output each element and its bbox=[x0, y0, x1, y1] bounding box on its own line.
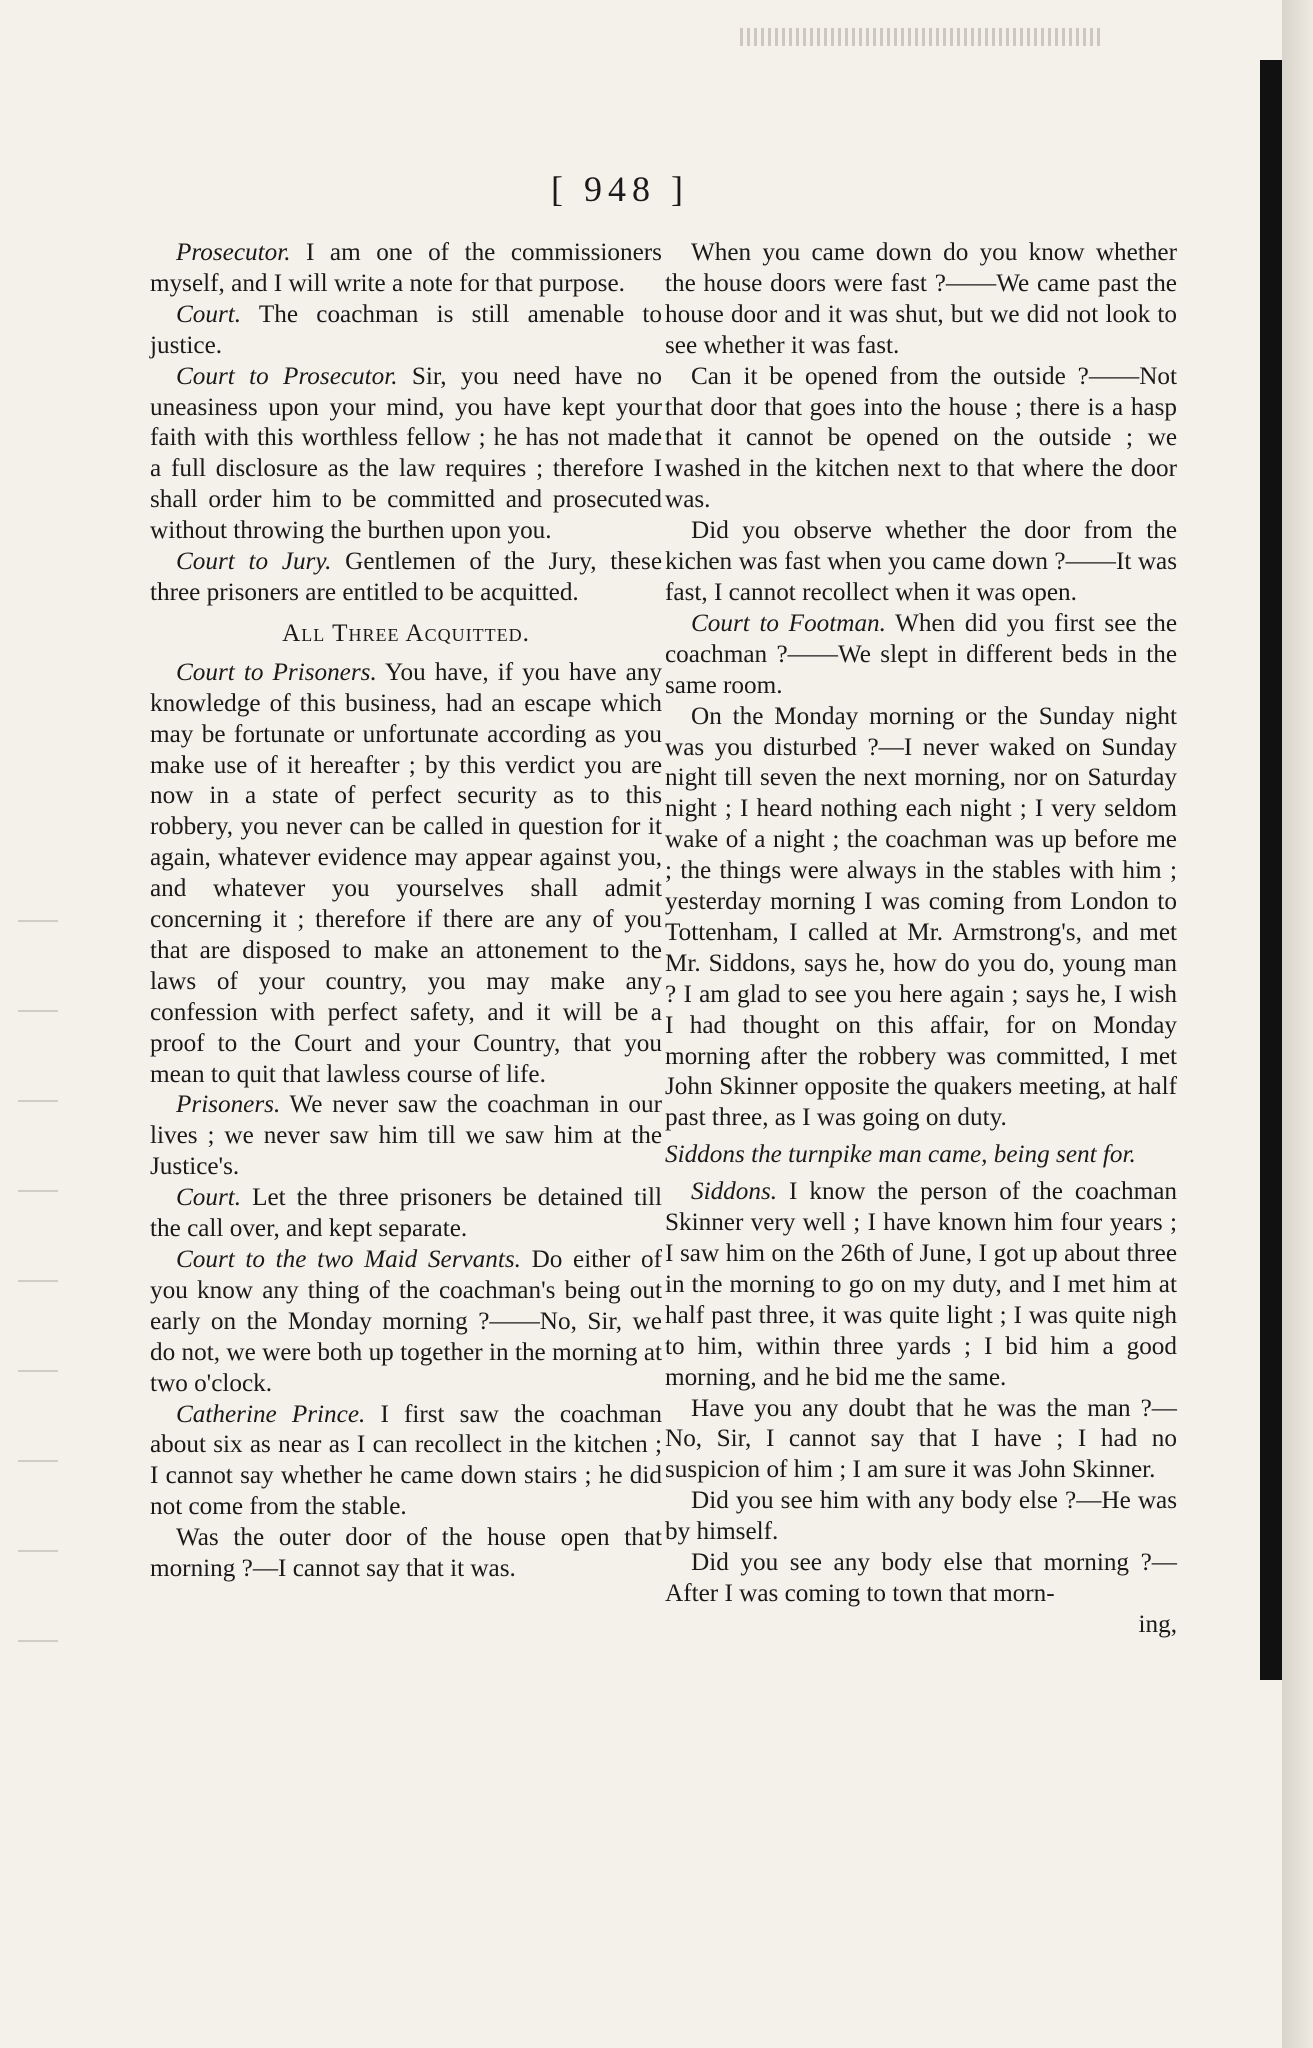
paragraph-text: I know the person of the coachman Skinner very well ; I have known him four years ; I saw him on the 26th of June, I got up about three in the morning to go on my duty, and I met him at half past three, it was quite light ; I was quite nigh to him, within three yards ; I bid him a good morning, and he bid me the same. bbox=[665, 1178, 1177, 1391]
speaker-label: Court. bbox=[176, 300, 242, 328]
paragraph-text: Sir, you need have no uneasiness upon your mind, you have kept your faith with this worthless fellow ; he has not made a full disclosure as the law requires ; therefore I shall order him to be committed and prosecuted without throwing the burthen upon you. bbox=[150, 362, 662, 545]
paragraph-text: We never saw the coachman in our lives ; we never saw him till we saw him at the Justice's. bbox=[150, 1091, 662, 1181]
paragraph bbox=[665, 238, 1177, 362]
paragraph-text: When you came down do you know whether the house doors were fast ?——We came past the house door and it was shut, but we did not look to see whether it was fast. bbox=[665, 239, 1177, 359]
speaker-label: Court to Jury. bbox=[176, 548, 332, 576]
paragraph bbox=[150, 238, 662, 300]
paragraph-text: I am one of the commissioners myself, and I will write a note for that purpose. bbox=[150, 239, 662, 297]
paragraph-text: The coachman is still amenable to justice. bbox=[150, 300, 662, 359]
paragraph bbox=[665, 1548, 1177, 1610]
margin-scan-marks bbox=[18, 880, 58, 1720]
paragraph bbox=[665, 609, 1177, 702]
paragraph bbox=[150, 1523, 662, 1585]
catchword: ing, bbox=[1138, 1610, 1177, 1638]
paragraph bbox=[150, 1400, 662, 1524]
top-scan-smudge bbox=[740, 28, 1100, 46]
paragraph bbox=[665, 1177, 1177, 1393]
speaker-label: Court to Prosecutor. bbox=[176, 362, 398, 390]
paragraph bbox=[150, 1183, 662, 1245]
paragraph-text: When did you first see the coachman ?——We slept in different beds in the same room. bbox=[665, 609, 1177, 699]
speaker-label: Court to Footman. bbox=[691, 609, 886, 637]
section-heading: All Three Acquitted. bbox=[282, 619, 530, 647]
speaker-label: Prisoners. bbox=[176, 1091, 281, 1119]
paragraph bbox=[150, 300, 662, 362]
paragraph-text: Have you any doubt that he was the man ?—No, Sir, I cannot say that I have ; I had no suspicion of him ; I am sure it was John Skinner. bbox=[665, 1394, 1177, 1484]
paragraph-text: Do either of you know any thing of the coachman's being out early on the Monday morning ?——No, Sir, we do not, we were both up together in the morning at two o'clock. bbox=[150, 1246, 662, 1397]
paragraph-text: Did you observe whether the door from the kichen was fast when you came down ?——It was fast, I cannot recollect when it was open. bbox=[665, 517, 1177, 606]
paragraph bbox=[665, 1486, 1177, 1548]
paragraph bbox=[150, 1245, 662, 1400]
speaker-label: Siddons. bbox=[691, 1178, 778, 1206]
paragraph bbox=[150, 658, 662, 1091]
paragraph bbox=[665, 362, 1177, 517]
paragraph-text: Gentlemen of the Jury, these three prisoners are entitled to be acquitted. bbox=[150, 548, 663, 606]
paragraph-text: Can it be opened from the outside ?——Not that door that goes into the house ; there is a hasp that it cannot be opened on the outside ; we washed in the kitchen next to that where the door was. bbox=[665, 362, 1177, 514]
paragraph-text: Let the three prisoners be detained till the call over, and kept separate. bbox=[150, 1184, 662, 1243]
speaker-label: Catherine Prince. bbox=[176, 1400, 366, 1428]
speaker-label: Court to the two Maid Servants. bbox=[176, 1246, 521, 1273]
speaker-label: Court to Prisoners. bbox=[176, 658, 377, 686]
paragraph bbox=[665, 1394, 1177, 1487]
page-number: [ 948 ] bbox=[551, 169, 689, 209]
right-column bbox=[665, 238, 1177, 1641]
paragraph bbox=[150, 547, 662, 609]
page-edge bbox=[1282, 0, 1313, 2048]
paragraph-text: You have, if you have any knowledge of this business, had an escape which may be fortunate or unfortunate according as you make use of it hereafter ; by this verdict you are now in a state of perfect security as to this robbery, you never can be called in question for it again, whatever evidence may appear against you, and whatever you yourselves shall admit concerning it ; therefore if there are any of you that are disposed to make an attonement to the laws of your country, you may make any confession with perfect safety, and it will be a proof to the Court and your Country, that you mean to quit that lawless course of life. bbox=[150, 658, 662, 1088]
paragraph-text: On the Monday morning or the Sunday night was you disturbed ?—I never waked on Sunday night till seven the next morning, nor on Saturday night ; I heard nothing each night ; I very seldom wake of a night ; the coachman was up before me ; the things were always in the stables with him ; yesterday morning I was coming from London to Tottenham, I called at Mr. Armstrong's, and met Mr. Siddons, says he, how do you do, young man ? I am glad to see you here again ; says he, I wish I had thought on this affair, for on Monday morning after the robbery was committed, I met John Skinner opposite the quakers meeting, at half past three, as I was going on duty. bbox=[665, 702, 1177, 1132]
paragraph-text: Did you see him with any body else ?—He was by himself. bbox=[665, 1487, 1177, 1546]
left-column bbox=[150, 238, 662, 1585]
paragraph-text: I first saw the coachman about six as near as I can recollect in the kitchen ; I cannot say whether he came down stairs ; he did not come from the stable. bbox=[150, 1400, 662, 1521]
paragraph bbox=[150, 362, 662, 547]
speaker-label: Court. bbox=[176, 1184, 242, 1212]
italic-note: Siddons the turnpike man came, being sent for. bbox=[665, 1141, 1136, 1169]
paragraph bbox=[665, 516, 1177, 609]
paragraph-text: Was the outer door of the house open that morning ?—I cannot say that it was. bbox=[150, 1524, 662, 1583]
paragraph-text: Did you see any body else that morning ?—After I was coming to town that morn- bbox=[665, 1549, 1177, 1607]
paragraph bbox=[150, 1090, 662, 1183]
paragraph bbox=[665, 702, 1177, 1135]
binding-shadow bbox=[1260, 60, 1282, 1680]
speaker-label: Prosecutor. bbox=[176, 239, 291, 266]
